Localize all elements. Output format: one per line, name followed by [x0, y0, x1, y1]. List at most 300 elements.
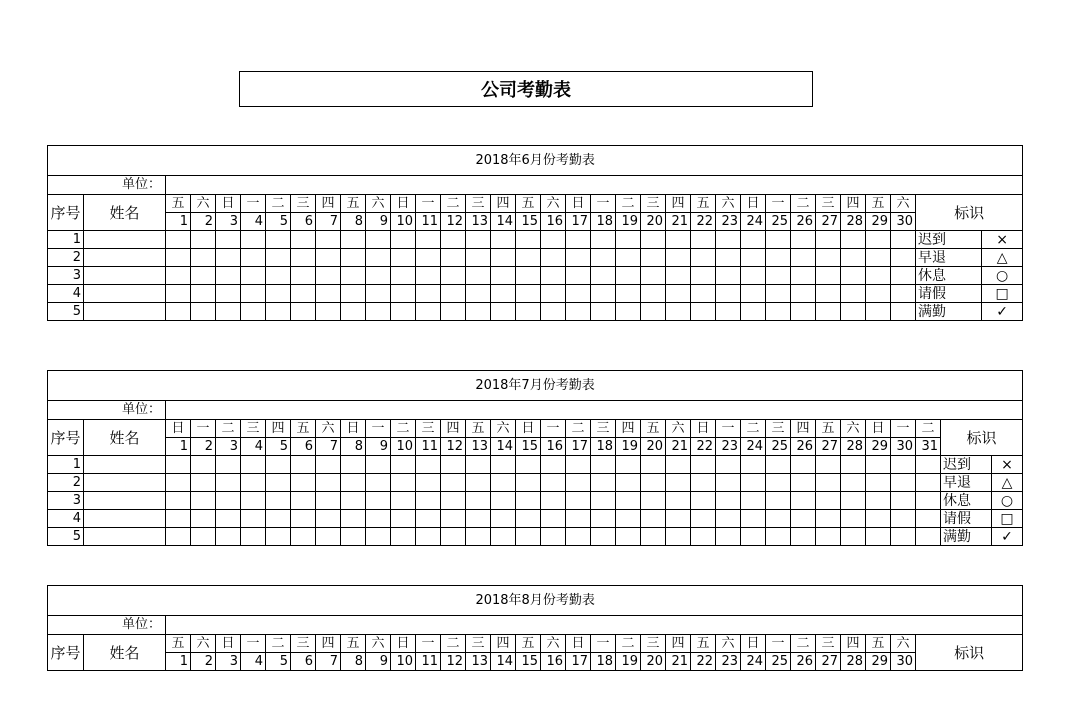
attendance-cell[interactable]: [716, 510, 741, 528]
attendance-cell[interactable]: [466, 474, 491, 492]
attendance-cell[interactable]: [366, 510, 391, 528]
attendance-cell[interactable]: [616, 285, 641, 303]
attendance-cell[interactable]: [716, 492, 741, 510]
attendance-cell[interactable]: [491, 285, 516, 303]
attendance-cell[interactable]: [716, 528, 741, 546]
attendance-cell[interactable]: [766, 492, 791, 510]
attendance-cell[interactable]: [416, 474, 441, 492]
attendance-cell[interactable]: [866, 510, 891, 528]
attendance-cell[interactable]: [666, 474, 691, 492]
attendance-cell[interactable]: [291, 474, 316, 492]
attendance-cell[interactable]: [491, 267, 516, 285]
attendance-cell[interactable]: [916, 510, 941, 528]
attendance-cell[interactable]: [541, 474, 566, 492]
attendance-cell[interactable]: [866, 303, 891, 321]
attendance-cell[interactable]: [566, 510, 591, 528]
attendance-cell[interactable]: [741, 474, 766, 492]
attendance-cell[interactable]: [516, 492, 541, 510]
attendance-cell[interactable]: [691, 285, 716, 303]
attendance-cell[interactable]: [766, 231, 791, 249]
attendance-cell[interactable]: [591, 492, 616, 510]
attendance-cell[interactable]: [616, 303, 641, 321]
attendance-cell[interactable]: [566, 492, 591, 510]
attendance-cell[interactable]: [666, 510, 691, 528]
attendance-cell[interactable]: [916, 492, 941, 510]
attendance-cell[interactable]: [391, 474, 416, 492]
attendance-cell[interactable]: [841, 267, 866, 285]
attendance-cell[interactable]: [191, 249, 216, 267]
attendance-cell[interactable]: [366, 474, 391, 492]
attendance-cell[interactable]: [391, 303, 416, 321]
attendance-cell[interactable]: [191, 267, 216, 285]
attendance-cell[interactable]: [891, 456, 916, 474]
attendance-cell[interactable]: [841, 528, 866, 546]
attendance-cell[interactable]: [841, 474, 866, 492]
attendance-cell[interactable]: [491, 528, 516, 546]
attendance-cell[interactable]: [491, 510, 516, 528]
attendance-cell[interactable]: [466, 492, 491, 510]
attendance-cell[interactable]: [266, 492, 291, 510]
name-cell[interactable]: [84, 456, 166, 474]
attendance-cell[interactable]: [641, 285, 666, 303]
attendance-cell[interactable]: [666, 492, 691, 510]
attendance-cell[interactable]: [766, 456, 791, 474]
attendance-cell[interactable]: [891, 492, 916, 510]
attendance-cell[interactable]: [916, 456, 941, 474]
attendance-cell[interactable]: [541, 528, 566, 546]
attendance-cell[interactable]: [166, 267, 191, 285]
attendance-cell[interactable]: [791, 249, 816, 267]
attendance-cell[interactable]: [541, 249, 566, 267]
attendance-cell[interactable]: [216, 528, 241, 546]
attendance-cell[interactable]: [716, 474, 741, 492]
name-cell[interactable]: [84, 267, 166, 285]
attendance-cell[interactable]: [716, 267, 741, 285]
attendance-cell[interactable]: [316, 303, 341, 321]
attendance-cell[interactable]: [316, 528, 341, 546]
attendance-cell[interactable]: [616, 267, 641, 285]
attendance-cell[interactable]: [766, 267, 791, 285]
attendance-cell[interactable]: [391, 510, 416, 528]
attendance-cell[interactable]: [166, 474, 191, 492]
attendance-cell[interactable]: [666, 303, 691, 321]
attendance-cell[interactable]: [591, 285, 616, 303]
attendance-cell[interactable]: [316, 492, 341, 510]
attendance-cell[interactable]: [266, 510, 291, 528]
attendance-cell[interactable]: [791, 510, 816, 528]
attendance-cell[interactable]: [191, 303, 216, 321]
attendance-cell[interactable]: [516, 267, 541, 285]
attendance-cell[interactable]: [841, 492, 866, 510]
attendance-cell[interactable]: [291, 492, 316, 510]
attendance-cell[interactable]: [766, 510, 791, 528]
attendance-cell[interactable]: [266, 231, 291, 249]
attendance-cell[interactable]: [516, 231, 541, 249]
attendance-cell[interactable]: [216, 492, 241, 510]
attendance-cell[interactable]: [766, 474, 791, 492]
attendance-cell[interactable]: [541, 231, 566, 249]
attendance-cell[interactable]: [666, 231, 691, 249]
attendance-cell[interactable]: [466, 510, 491, 528]
attendance-cell[interactable]: [566, 528, 591, 546]
attendance-cell[interactable]: [216, 474, 241, 492]
attendance-cell[interactable]: [491, 474, 516, 492]
attendance-cell[interactable]: [791, 492, 816, 510]
attendance-cell[interactable]: [566, 474, 591, 492]
attendance-cell[interactable]: [541, 285, 566, 303]
attendance-cell[interactable]: [641, 303, 666, 321]
attendance-cell[interactable]: [891, 249, 916, 267]
attendance-cell[interactable]: [691, 474, 716, 492]
attendance-cell[interactable]: [491, 231, 516, 249]
attendance-cell[interactable]: [216, 267, 241, 285]
attendance-cell[interactable]: [891, 231, 916, 249]
attendance-cell[interactable]: [516, 474, 541, 492]
attendance-cell[interactable]: [516, 303, 541, 321]
name-cell[interactable]: [84, 303, 166, 321]
attendance-cell[interactable]: [616, 249, 641, 267]
attendance-cell[interactable]: [316, 474, 341, 492]
attendance-cell[interactable]: [516, 285, 541, 303]
attendance-cell[interactable]: [441, 510, 466, 528]
attendance-cell[interactable]: [641, 456, 666, 474]
attendance-cell[interactable]: [541, 492, 566, 510]
name-cell[interactable]: [84, 249, 166, 267]
attendance-cell[interactable]: [366, 456, 391, 474]
attendance-cell[interactable]: [316, 249, 341, 267]
attendance-cell[interactable]: [741, 528, 766, 546]
attendance-cell[interactable]: [391, 528, 416, 546]
attendance-cell[interactable]: [591, 231, 616, 249]
attendance-cell[interactable]: [691, 249, 716, 267]
attendance-cell[interactable]: [641, 528, 666, 546]
attendance-cell[interactable]: [291, 249, 316, 267]
attendance-cell[interactable]: [341, 285, 366, 303]
attendance-cell[interactable]: [266, 249, 291, 267]
attendance-cell[interactable]: [891, 474, 916, 492]
attendance-cell[interactable]: [316, 510, 341, 528]
attendance-cell[interactable]: [341, 303, 366, 321]
attendance-cell[interactable]: [616, 231, 641, 249]
attendance-cell[interactable]: [466, 231, 491, 249]
attendance-cell[interactable]: [591, 528, 616, 546]
attendance-cell[interactable]: [316, 267, 341, 285]
attendance-cell[interactable]: [441, 249, 466, 267]
attendance-cell[interactable]: [441, 285, 466, 303]
attendance-cell[interactable]: [441, 492, 466, 510]
attendance-cell[interactable]: [266, 303, 291, 321]
attendance-cell[interactable]: [466, 528, 491, 546]
attendance-cell[interactable]: [891, 303, 916, 321]
name-cell[interactable]: [84, 231, 166, 249]
attendance-cell[interactable]: [366, 249, 391, 267]
attendance-cell[interactable]: [241, 249, 266, 267]
attendance-cell[interactable]: [566, 285, 591, 303]
attendance-cell[interactable]: [441, 456, 466, 474]
attendance-cell[interactable]: [416, 285, 441, 303]
attendance-cell[interactable]: [841, 510, 866, 528]
attendance-cell[interactable]: [266, 285, 291, 303]
attendance-cell[interactable]: [341, 492, 366, 510]
attendance-cell[interactable]: [866, 492, 891, 510]
attendance-cell[interactable]: [791, 267, 816, 285]
attendance-cell[interactable]: [516, 510, 541, 528]
attendance-cell[interactable]: [416, 249, 441, 267]
unit-field[interactable]: [166, 176, 1023, 195]
attendance-cell[interactable]: [866, 528, 891, 546]
attendance-cell[interactable]: [316, 456, 341, 474]
attendance-cell[interactable]: [416, 267, 441, 285]
attendance-cell[interactable]: [241, 231, 266, 249]
attendance-cell[interactable]: [366, 303, 391, 321]
attendance-cell[interactable]: [691, 231, 716, 249]
attendance-cell[interactable]: [816, 303, 841, 321]
attendance-cell[interactable]: [341, 528, 366, 546]
attendance-cell[interactable]: [266, 474, 291, 492]
attendance-cell[interactable]: [741, 249, 766, 267]
attendance-cell[interactable]: [191, 231, 216, 249]
attendance-cell[interactable]: [866, 249, 891, 267]
attendance-cell[interactable]: [566, 249, 591, 267]
attendance-cell[interactable]: [816, 528, 841, 546]
attendance-cell[interactable]: [166, 303, 191, 321]
attendance-cell[interactable]: [441, 267, 466, 285]
attendance-cell[interactable]: [491, 249, 516, 267]
attendance-cell[interactable]: [266, 528, 291, 546]
attendance-cell[interactable]: [791, 474, 816, 492]
attendance-cell[interactable]: [816, 510, 841, 528]
attendance-cell[interactable]: [641, 474, 666, 492]
attendance-cell[interactable]: [866, 231, 891, 249]
name-cell[interactable]: [84, 528, 166, 546]
attendance-cell[interactable]: [591, 303, 616, 321]
attendance-cell[interactable]: [891, 267, 916, 285]
attendance-cell[interactable]: [816, 267, 841, 285]
attendance-cell[interactable]: [866, 267, 891, 285]
attendance-cell[interactable]: [166, 231, 191, 249]
attendance-cell[interactable]: [641, 231, 666, 249]
attendance-cell[interactable]: [391, 492, 416, 510]
attendance-cell[interactable]: [741, 303, 766, 321]
attendance-cell[interactable]: [316, 231, 341, 249]
attendance-cell[interactable]: [341, 267, 366, 285]
attendance-cell[interactable]: [816, 249, 841, 267]
attendance-cell[interactable]: [916, 528, 941, 546]
attendance-cell[interactable]: [891, 528, 916, 546]
attendance-cell[interactable]: [566, 267, 591, 285]
attendance-cell[interactable]: [191, 510, 216, 528]
attendance-cell[interactable]: [241, 303, 266, 321]
attendance-cell[interactable]: [491, 303, 516, 321]
attendance-cell[interactable]: [191, 474, 216, 492]
attendance-cell[interactable]: [616, 492, 641, 510]
attendance-cell[interactable]: [766, 285, 791, 303]
attendance-cell[interactable]: [366, 231, 391, 249]
attendance-cell[interactable]: [666, 267, 691, 285]
attendance-cell[interactable]: [666, 249, 691, 267]
attendance-cell[interactable]: [616, 510, 641, 528]
attendance-cell[interactable]: [716, 231, 741, 249]
attendance-cell[interactable]: [391, 267, 416, 285]
attendance-cell[interactable]: [866, 456, 891, 474]
attendance-cell[interactable]: [841, 285, 866, 303]
attendance-cell[interactable]: [416, 510, 441, 528]
attendance-cell[interactable]: [691, 303, 716, 321]
attendance-cell[interactable]: [166, 285, 191, 303]
attendance-cell[interactable]: [691, 267, 716, 285]
attendance-cell[interactable]: [666, 528, 691, 546]
attendance-cell[interactable]: [416, 231, 441, 249]
name-cell[interactable]: [84, 492, 166, 510]
attendance-cell[interactable]: [816, 492, 841, 510]
attendance-cell[interactable]: [216, 231, 241, 249]
attendance-cell[interactable]: [416, 456, 441, 474]
attendance-cell[interactable]: [691, 492, 716, 510]
attendance-cell[interactable]: [766, 528, 791, 546]
attendance-cell[interactable]: [716, 456, 741, 474]
attendance-cell[interactable]: [341, 249, 366, 267]
attendance-cell[interactable]: [341, 456, 366, 474]
attendance-cell[interactable]: [491, 456, 516, 474]
attendance-cell[interactable]: [841, 249, 866, 267]
attendance-cell[interactable]: [841, 231, 866, 249]
attendance-cell[interactable]: [166, 528, 191, 546]
attendance-cell[interactable]: [741, 267, 766, 285]
attendance-cell[interactable]: [716, 303, 741, 321]
attendance-cell[interactable]: [816, 231, 841, 249]
attendance-cell[interactable]: [391, 231, 416, 249]
attendance-cell[interactable]: [616, 456, 641, 474]
attendance-cell[interactable]: [191, 528, 216, 546]
attendance-cell[interactable]: [641, 492, 666, 510]
attendance-cell[interactable]: [366, 285, 391, 303]
attendance-cell[interactable]: [391, 285, 416, 303]
attendance-cell[interactable]: [641, 510, 666, 528]
attendance-cell[interactable]: [566, 456, 591, 474]
attendance-cell[interactable]: [466, 303, 491, 321]
attendance-cell[interactable]: [791, 303, 816, 321]
attendance-cell[interactable]: [416, 528, 441, 546]
attendance-cell[interactable]: [366, 528, 391, 546]
attendance-cell[interactable]: [291, 510, 316, 528]
attendance-cell[interactable]: [741, 510, 766, 528]
name-cell[interactable]: [84, 285, 166, 303]
attendance-cell[interactable]: [691, 510, 716, 528]
attendance-cell[interactable]: [791, 528, 816, 546]
attendance-cell[interactable]: [266, 456, 291, 474]
attendance-cell[interactable]: [641, 249, 666, 267]
unit-field[interactable]: [166, 616, 1023, 635]
attendance-cell[interactable]: [316, 285, 341, 303]
attendance-cell[interactable]: [241, 285, 266, 303]
attendance-cell[interactable]: [366, 492, 391, 510]
attendance-cell[interactable]: [291, 303, 316, 321]
attendance-cell[interactable]: [766, 249, 791, 267]
attendance-cell[interactable]: [491, 492, 516, 510]
attendance-cell[interactable]: [741, 285, 766, 303]
attendance-cell[interactable]: [241, 528, 266, 546]
attendance-cell[interactable]: [841, 456, 866, 474]
attendance-cell[interactable]: [641, 267, 666, 285]
name-cell[interactable]: [84, 474, 166, 492]
attendance-cell[interactable]: [516, 249, 541, 267]
attendance-cell[interactable]: [791, 285, 816, 303]
attendance-cell[interactable]: [791, 231, 816, 249]
attendance-cell[interactable]: [591, 474, 616, 492]
attendance-cell[interactable]: [291, 528, 316, 546]
attendance-cell[interactable]: [391, 249, 416, 267]
attendance-cell[interactable]: [166, 510, 191, 528]
attendance-cell[interactable]: [516, 456, 541, 474]
attendance-cell[interactable]: [741, 456, 766, 474]
unit-field[interactable]: [166, 401, 1023, 420]
attendance-cell[interactable]: [391, 456, 416, 474]
attendance-cell[interactable]: [216, 456, 241, 474]
attendance-cell[interactable]: [816, 456, 841, 474]
attendance-cell[interactable]: [191, 285, 216, 303]
attendance-cell[interactable]: [566, 303, 591, 321]
attendance-cell[interactable]: [616, 528, 641, 546]
attendance-cell[interactable]: [541, 303, 566, 321]
attendance-cell[interactable]: [341, 231, 366, 249]
attendance-cell[interactable]: [791, 456, 816, 474]
attendance-cell[interactable]: [616, 474, 641, 492]
attendance-cell[interactable]: [341, 474, 366, 492]
attendance-cell[interactable]: [741, 492, 766, 510]
attendance-cell[interactable]: [166, 492, 191, 510]
attendance-cell[interactable]: [216, 510, 241, 528]
attendance-cell[interactable]: [666, 456, 691, 474]
attendance-cell[interactable]: [691, 456, 716, 474]
attendance-cell[interactable]: [416, 492, 441, 510]
attendance-cell[interactable]: [516, 528, 541, 546]
attendance-cell[interactable]: [291, 456, 316, 474]
attendance-cell[interactable]: [816, 285, 841, 303]
attendance-cell[interactable]: [866, 474, 891, 492]
attendance-cell[interactable]: [891, 510, 916, 528]
attendance-cell[interactable]: [891, 285, 916, 303]
attendance-cell[interactable]: [241, 492, 266, 510]
attendance-cell[interactable]: [241, 510, 266, 528]
attendance-cell[interactable]: [541, 267, 566, 285]
attendance-cell[interactable]: [266, 267, 291, 285]
attendance-cell[interactable]: [191, 456, 216, 474]
attendance-cell[interactable]: [441, 474, 466, 492]
attendance-cell[interactable]: [466, 249, 491, 267]
attendance-cell[interactable]: [166, 456, 191, 474]
attendance-cell[interactable]: [716, 249, 741, 267]
attendance-cell[interactable]: [291, 285, 316, 303]
attendance-cell[interactable]: [566, 231, 591, 249]
attendance-cell[interactable]: [441, 528, 466, 546]
attendance-cell[interactable]: [591, 249, 616, 267]
attendance-cell[interactable]: [691, 528, 716, 546]
attendance-cell[interactable]: [541, 456, 566, 474]
attendance-cell[interactable]: [466, 456, 491, 474]
attendance-cell[interactable]: [466, 267, 491, 285]
attendance-cell[interactable]: [441, 303, 466, 321]
attendance-cell[interactable]: [916, 474, 941, 492]
attendance-cell[interactable]: [166, 249, 191, 267]
attendance-cell[interactable]: [241, 267, 266, 285]
attendance-cell[interactable]: [541, 510, 566, 528]
attendance-cell[interactable]: [666, 285, 691, 303]
attendance-cell[interactable]: [191, 492, 216, 510]
attendance-cell[interactable]: [766, 303, 791, 321]
attendance-cell[interactable]: [816, 474, 841, 492]
attendance-cell[interactable]: [241, 456, 266, 474]
attendance-cell[interactable]: [866, 285, 891, 303]
